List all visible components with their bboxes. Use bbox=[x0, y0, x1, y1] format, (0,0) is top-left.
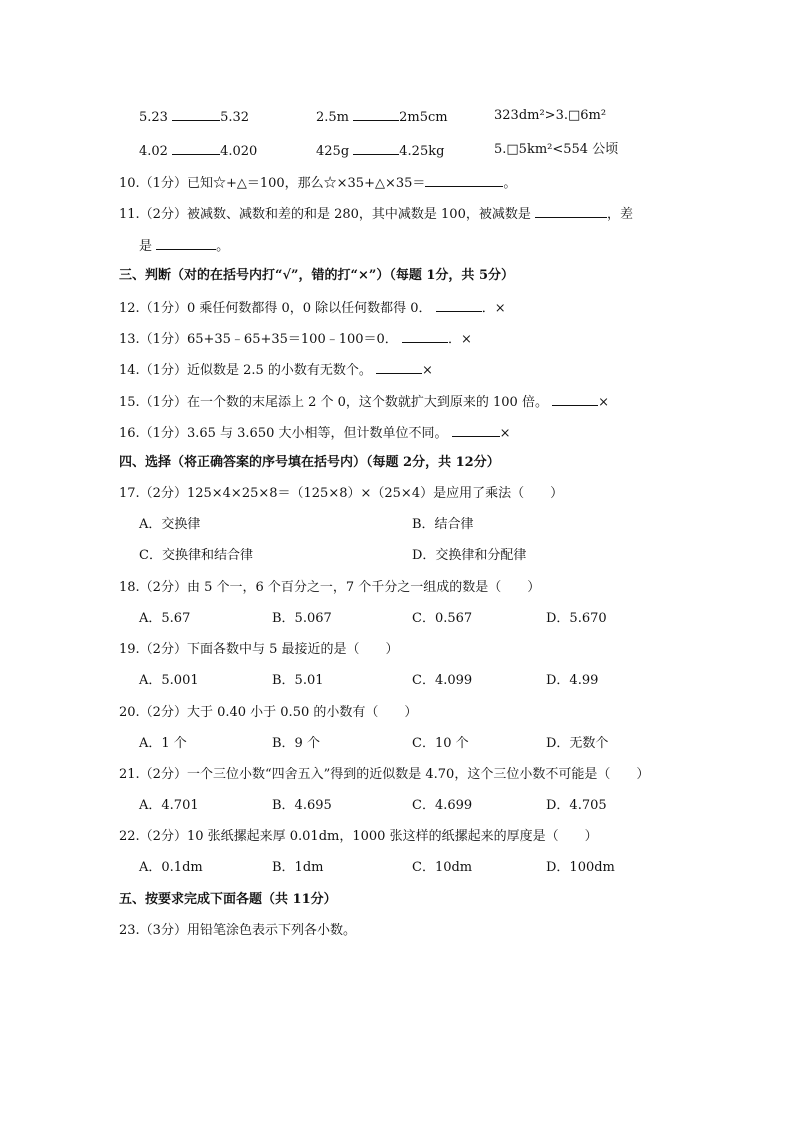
answer-blank[interactable] bbox=[353, 142, 399, 155]
question-22: 22.（2分）10 张纸摞起来厚 0.01dm，1000 张这样的纸摞起来的厚度是（ ） bbox=[119, 829, 598, 844]
option-d[interactable]: D．无数个 bbox=[546, 736, 609, 751]
question-11 bbox=[119, 205, 633, 223]
answer-blank[interactable] bbox=[172, 108, 220, 121]
punctuation: 。 bbox=[503, 176, 517, 191]
option-a[interactable]: A．4.701 bbox=[139, 798, 199, 813]
option-b[interactable]: B．5.067 bbox=[272, 611, 332, 626]
question-text: 10.（1分）已知☆+△＝100，那么☆×35+△×35＝ bbox=[119, 176, 426, 191]
compare-right: 4.020 bbox=[220, 144, 258, 159]
question-text: 15.（1分）在一个数的末尾添上 2 个 0，这个数就扩大到原来的 100 倍。 bbox=[119, 395, 548, 410]
compare-left: 4.02 bbox=[139, 144, 168, 159]
answer-mark: ．× bbox=[481, 301, 506, 316]
compare-right: 2m5cm bbox=[399, 110, 448, 125]
judge-12 bbox=[119, 299, 506, 317]
answer-blank[interactable] bbox=[376, 361, 422, 374]
comparison-row-2 bbox=[139, 142, 257, 160]
option-d[interactable]: D．5.670 bbox=[546, 611, 607, 626]
question-text: 12.（1分）0 乘任何数都得 0，0 除以任何数都得 0． bbox=[119, 301, 432, 316]
option-b[interactable]: B．1dm bbox=[272, 860, 324, 875]
option-d[interactable]: D．交换律和分配律 bbox=[412, 548, 527, 563]
question-17: 17.（2分）125×4×25×8＝（125×8）×（25×4）是应用了乘法（ ） bbox=[119, 486, 564, 501]
option-d[interactable]: D．100dm bbox=[546, 860, 615, 875]
judge-13 bbox=[119, 330, 472, 348]
answer-mark: ．× bbox=[447, 332, 472, 347]
comparison-area-2 bbox=[494, 142, 618, 158]
answer-blank[interactable] bbox=[402, 330, 448, 343]
question-text: 14.（1分）近似数是 2.5 的小数有无数个。 bbox=[119, 363, 372, 378]
option-b[interactable]: B．5.01 bbox=[272, 673, 324, 688]
answer-blank[interactable] bbox=[156, 237, 216, 250]
compare-left: 5.23 bbox=[139, 110, 168, 125]
question-21: 21.（2分）一个三位小数“四舍五入”得到的近似数是 4.70，这个三位小数不可能是（ ） bbox=[119, 767, 650, 782]
section-4-title: 四、选择（将正确答案的序号填在括号内）（每题 2分，共 12分） bbox=[119, 455, 500, 470]
question-20: 20.（2分）大于 0.40 小于 0.50 的小数有（ ） bbox=[119, 705, 418, 720]
judge-15 bbox=[119, 393, 609, 411]
answer-mark: × bbox=[598, 395, 610, 410]
compare-right: 4.25kg bbox=[399, 144, 445, 159]
option-c[interactable]: C．交换律和结合律 bbox=[139, 548, 253, 563]
judge-16 bbox=[119, 424, 511, 442]
option-a[interactable]: A．1 个 bbox=[139, 736, 187, 751]
answer-blank[interactable] bbox=[425, 174, 503, 187]
compare-right: 5.32 bbox=[220, 110, 250, 125]
option-a[interactable]: A．0.1dm bbox=[139, 860, 203, 875]
question-11-cont bbox=[139, 237, 229, 255]
option-d[interactable]: D．4.99 bbox=[546, 673, 599, 688]
compare-text: 5.□5km²<554 公顷 bbox=[494, 142, 619, 157]
question-19: 19.（2分）下面各数中与 5 最接近的是（ ） bbox=[119, 642, 399, 657]
comparison-row-1-unit bbox=[316, 108, 448, 126]
answer-blank[interactable] bbox=[436, 299, 482, 312]
question-text: 16.（1分）3.65 与 3.650 大小相等，但计数单位不同。 bbox=[119, 426, 448, 441]
option-c[interactable]: C．4.099 bbox=[412, 673, 473, 688]
comparison-row-2-unit bbox=[316, 142, 444, 160]
judge-14 bbox=[119, 361, 433, 379]
punctuation: 。 bbox=[216, 239, 230, 254]
compare-left: 2.5m bbox=[316, 110, 350, 125]
comparison-area-1 bbox=[494, 108, 606, 124]
answer-mark: × bbox=[422, 363, 433, 378]
answer-blank[interactable] bbox=[452, 424, 500, 437]
option-a[interactable]: A．5.001 bbox=[139, 673, 199, 688]
question-text-mid: ，差 bbox=[606, 207, 633, 222]
answer-mark: × bbox=[499, 426, 511, 441]
section-5-title: 五、按要求完成下面各题（共 11分） bbox=[119, 892, 337, 907]
section-3-title: 三、判断（对的在括号内打“√”，错的打“×”）（每题 1分，共 5分） bbox=[119, 268, 514, 283]
option-a[interactable]: A．5.67 bbox=[139, 611, 191, 626]
option-c[interactable]: C．0.567 bbox=[412, 611, 473, 626]
option-b[interactable]: B．9 个 bbox=[272, 736, 320, 751]
option-a[interactable]: A．交换律 bbox=[139, 517, 201, 532]
option-c[interactable]: C．4.699 bbox=[412, 798, 473, 813]
question-23: 23.（3分）用铅笔涂色表示下列各小数。 bbox=[119, 923, 356, 938]
question-18: 18.（2分）由 5 个一，6 个百分之一，7 个千分之一组成的数是（ ） bbox=[119, 580, 541, 595]
answer-blank[interactable] bbox=[353, 108, 399, 121]
option-c[interactable]: C．10 个 bbox=[412, 736, 469, 751]
answer-blank[interactable] bbox=[535, 205, 607, 218]
option-d[interactable]: D．4.705 bbox=[546, 798, 607, 813]
compare-text: 323dm²>3.□6m² bbox=[494, 108, 607, 123]
compare-left: 425g bbox=[316, 144, 350, 159]
answer-blank[interactable] bbox=[172, 142, 220, 155]
question-10 bbox=[119, 174, 516, 192]
option-c[interactable]: C．10dm bbox=[412, 860, 473, 875]
question-text-cont: 是 bbox=[139, 239, 153, 254]
comparison-row-1 bbox=[139, 108, 249, 126]
question-text: 13.（1分）65+35﹣65+35＝100﹣100＝0． bbox=[119, 332, 398, 347]
question-text: 11.（2分）被减数、减数和差的和是 280，其中减数是 100，被减数是 bbox=[119, 207, 531, 222]
answer-blank[interactable] bbox=[552, 393, 598, 406]
option-b[interactable]: B．4.695 bbox=[272, 798, 332, 813]
option-b[interactable]: B．结合律 bbox=[412, 517, 474, 532]
